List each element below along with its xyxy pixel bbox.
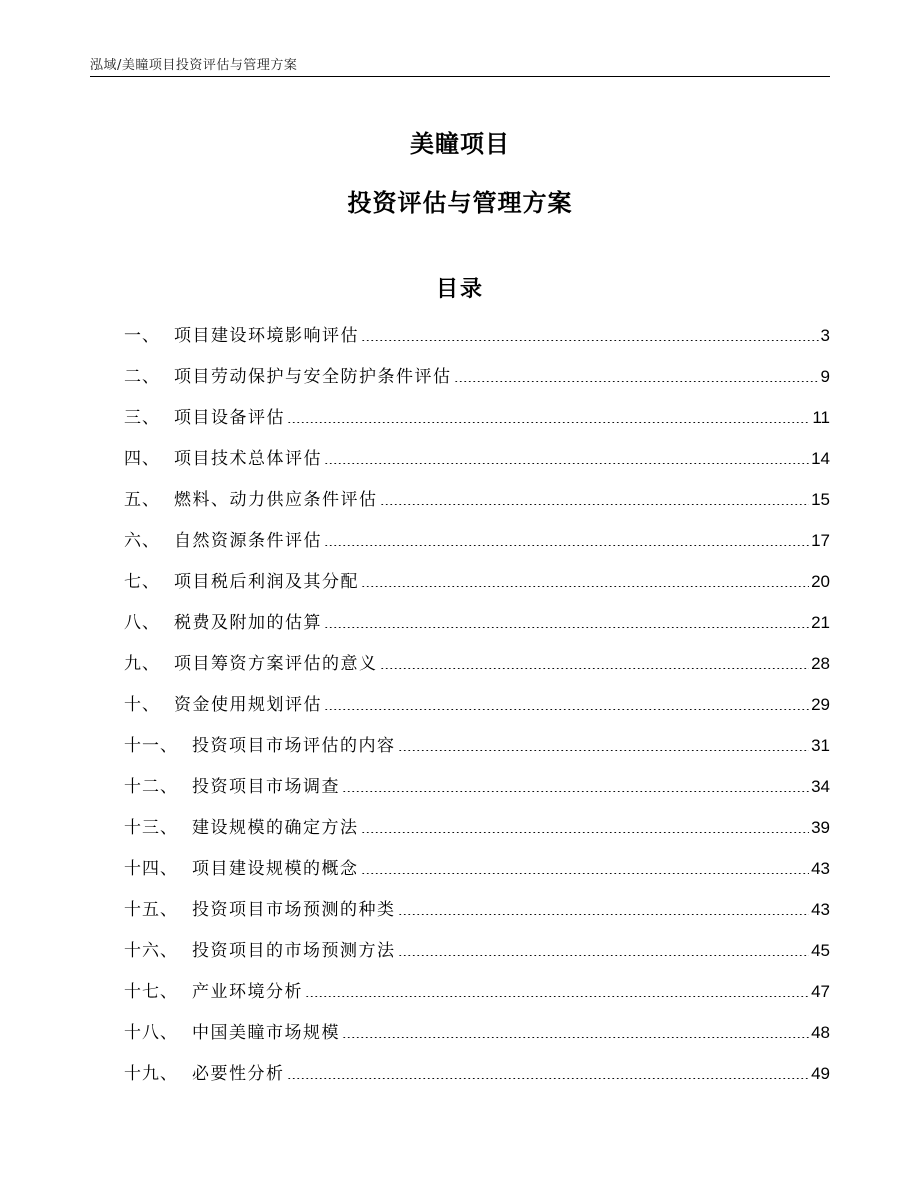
- toc-dot-leader: [361, 816, 810, 833]
- toc-entry-label: 项目建设规模的概念: [192, 859, 359, 879]
- toc-entry-page: 3: [820, 326, 830, 345]
- toc-entry[interactable]: [124, 322, 830, 363]
- toc-dot-leader: [287, 406, 810, 423]
- toc-entry-label: 资金使用规划评估: [174, 695, 322, 715]
- toc-entry-label: 投资项目市场预测的种类: [192, 900, 396, 920]
- toc-entry-label: 中国美瞳市场规模: [192, 1023, 340, 1043]
- toc-dot-leader: [324, 611, 809, 628]
- toc-entry-label: 项目劳动保护与安全防护条件评估: [174, 367, 452, 387]
- toc-entry-label: 投资项目的市场预测方法: [192, 941, 396, 961]
- toc-entry[interactable]: [124, 568, 830, 609]
- toc-dot-leader: [324, 447, 809, 464]
- toc-entry[interactable]: [124, 978, 830, 1019]
- toc-entry-number: 五、: [124, 490, 160, 510]
- toc-entry-label: 投资项目市场评估的内容: [192, 736, 396, 756]
- toc-entry[interactable]: [124, 1019, 830, 1060]
- toc-entry-page: 34: [811, 777, 830, 796]
- toc-entry-number: 十四、: [124, 859, 178, 879]
- toc-entry-page: 39: [811, 818, 830, 837]
- toc-entry-label: 产业环境分析: [192, 982, 303, 1002]
- toc-dot-leader: [287, 1062, 810, 1079]
- toc-entry-page: 21: [811, 613, 830, 632]
- toc-dot-leader: [342, 1021, 809, 1038]
- toc-entry[interactable]: [124, 814, 830, 855]
- toc-entry-page: 43: [811, 859, 830, 878]
- toc-entry[interactable]: [124, 691, 830, 732]
- toc-dot-leader: [324, 693, 809, 710]
- toc-entry[interactable]: [124, 732, 830, 773]
- toc-dot-leader: [361, 324, 819, 341]
- toc-dot-leader: [361, 570, 809, 587]
- toc-entry-page: 9: [820, 367, 830, 386]
- toc-entry-number: 八、: [124, 613, 160, 633]
- toc-dot-leader: [398, 898, 810, 915]
- toc-dot-leader: [380, 652, 810, 669]
- toc-entry-page: 45: [811, 941, 830, 960]
- toc-dot-leader: [454, 365, 819, 382]
- toc-entry-page: 49: [811, 1064, 830, 1083]
- toc-dot-leader: [398, 734, 810, 751]
- toc-entry[interactable]: [124, 896, 830, 937]
- toc-entry-label: 燃料、动力供应条件评估: [174, 490, 378, 510]
- toc-entry-number: 三、: [124, 408, 160, 428]
- toc-entry-page: 20: [811, 572, 830, 591]
- toc-entry-page: 15: [811, 490, 830, 509]
- toc-entry-number: 十二、: [124, 777, 178, 797]
- header-rule: [90, 76, 830, 77]
- toc-dot-leader: [305, 980, 809, 997]
- toc-entry-number: 四、: [124, 449, 160, 469]
- document-subtitle: 投资评估与管理方案: [347, 189, 573, 217]
- toc-entry-number: 二、: [124, 367, 160, 387]
- toc-entry-label: 项目建设环境影响评估: [174, 326, 359, 346]
- toc-entry-page: 43: [811, 900, 830, 919]
- toc-entry[interactable]: [124, 650, 830, 691]
- toc-entry-number: 六、: [124, 531, 160, 551]
- table-of-contents: [124, 322, 830, 1101]
- toc-dot-leader: [342, 775, 809, 792]
- toc-entry[interactable]: [124, 937, 830, 978]
- toc-entry-page: 11: [812, 408, 830, 427]
- toc-entry-page: 29: [811, 695, 830, 714]
- toc-entry-page: 28: [811, 654, 830, 673]
- toc-entry-label: 项目筹资方案评估的意义: [174, 654, 378, 674]
- toc-entry[interactable]: [124, 527, 830, 568]
- toc-entry-label: 项目技术总体评估: [174, 449, 322, 469]
- toc-entry-number: 十三、: [124, 818, 178, 838]
- toc-entry-page: 14: [811, 449, 830, 468]
- toc-dot-leader: [361, 857, 810, 874]
- toc-entry-label: 税费及附加的估算: [174, 613, 322, 633]
- toc-heading: 目录: [435, 277, 484, 302]
- document-title: 美瞳项目: [410, 130, 510, 158]
- toc-entry-page: 47: [811, 982, 830, 1001]
- toc-entry-number: 十、: [124, 695, 160, 715]
- toc-entry-label: 建设规模的确定方法: [192, 818, 359, 838]
- toc-entry-number: 十五、: [124, 900, 178, 920]
- toc-entry-number: 十八、: [124, 1023, 178, 1043]
- toc-entry-label: 必要性分析: [192, 1064, 285, 1084]
- toc-entry-page: 48: [811, 1023, 830, 1042]
- toc-entry[interactable]: [124, 486, 830, 527]
- toc-entry[interactable]: [124, 363, 830, 404]
- toc-entry[interactable]: [124, 445, 830, 486]
- toc-entry-page: 31: [811, 736, 830, 755]
- toc-entry[interactable]: [124, 609, 830, 650]
- toc-entry-number: 十九、: [124, 1064, 178, 1084]
- toc-entry[interactable]: [124, 404, 830, 445]
- toc-entry-number: 九、: [124, 654, 160, 674]
- toc-entry[interactable]: [124, 855, 830, 896]
- toc-entry-label: 投资项目市场调查: [192, 777, 340, 797]
- running-header: 泓域/美瞳项目投资评估与管理方案: [90, 58, 298, 73]
- toc-entry-number: 七、: [124, 572, 160, 592]
- toc-dot-leader: [324, 529, 809, 546]
- toc-entry-number: 十七、: [124, 982, 178, 1002]
- toc-entry-number: 一、: [124, 326, 160, 346]
- toc-entry-label: 项目设备评估: [174, 408, 285, 428]
- toc-dot-leader: [398, 939, 810, 956]
- toc-entry-page: 17: [811, 531, 830, 550]
- toc-entry-number: 十一、: [124, 736, 178, 756]
- toc-dot-leader: [380, 488, 810, 505]
- toc-entry-label: 自然资源条件评估: [174, 531, 322, 551]
- toc-entry-label: 项目税后利润及其分配: [174, 572, 359, 592]
- toc-entry-number: 十六、: [124, 941, 178, 961]
- toc-entry[interactable]: [124, 1060, 830, 1101]
- toc-entry[interactable]: [124, 773, 830, 814]
